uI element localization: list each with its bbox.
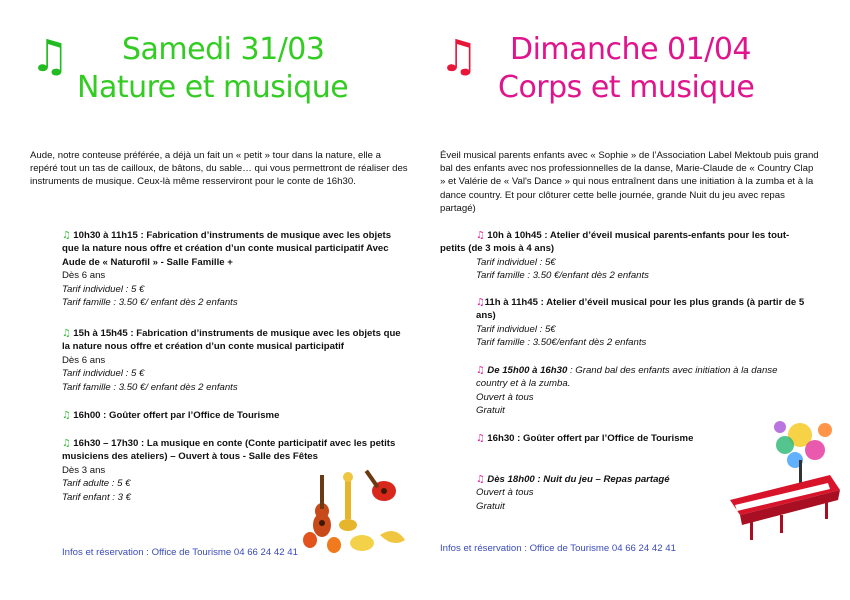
item-access: Ouvert à tous [476, 487, 534, 499]
music-note-icon: ♫ [62, 230, 71, 241]
item-price-individual: Tarif individuel : 5€ [476, 323, 556, 335]
item-price-family: Tarif famille : 3.50€/enfant dès 2 enfants [476, 337, 647, 349]
item-time: 16h30 – 17h30 [73, 438, 139, 449]
music-note-icon: ♫ [439, 31, 479, 82]
sunday-theme-title: Corps et musique [498, 70, 755, 105]
item-heading: 10h30 à 11h15 : Fabrication d’instruments de musique avec les objets que la nature nous offre et création d’un conte musical participatif Avec Aude de « Naturofil » - Salle Famille + [62, 230, 392, 268]
sunday-footer-info: Infos et réservation : Office de Tourisme 04 66 24 42 41 [440, 543, 676, 554]
sunday-date-title: Dimanche 01/04 [510, 32, 752, 67]
music-note-icon: ♫ [62, 410, 71, 421]
item-price-adult: Tarif adulte : 5 € [62, 478, 131, 490]
item-price-child: Tarif enfant : 3 € [62, 491, 131, 503]
item-heading: Dès 18h00 : Nuit du jeu – Repas partagé [487, 474, 670, 485]
musical-instruments-illustration [300, 465, 410, 555]
music-note-icon: ♫ [62, 438, 71, 449]
item-heading: : Grand bal des enfants avec initiation à la danse country et à la zumba. [476, 365, 778, 390]
music-note-icon: ♫ [476, 365, 485, 376]
saturday-theme-title: Nature et musique [77, 70, 349, 105]
saturday-footer-info: Infos et réservation : Office de Tourisme 04 66 24 42 41 [62, 547, 298, 558]
saturday-item-1 [62, 229, 407, 309]
item-price-individual: Tarif individuel : 5 € [62, 283, 145, 295]
item-heading: : La musique en conte (Conte participatif avec les petits musiciens des ateliers) – Ouvert à tous - Salle des Fêtes [62, 438, 396, 463]
sunday-item-1 [440, 229, 800, 283]
music-note-icon: ♫ [62, 328, 71, 339]
music-note-icon: ♫ [30, 31, 70, 82]
music-note-icon: ♫ [476, 433, 485, 444]
sunday-intro: Éveil musical parents enfants avec « Sophie » de l’Association Label Mektoub puis grand bal des enfants avec nos professionnelles de la danse, Marie-Claude de « Country Clap » et Valérie de « Val's Dance » qui nous entraînent dans une initiation à la zumba et à la dance country. Et pour clôturer cette belle journée, grande Nuit du jeu avec repas partagé) [440, 150, 819, 214]
item-heading: 15h à 15h45 : Fabrication d’instruments de musique avec les objets que la nature nous offre et création d’un conte musical participatif [62, 328, 401, 353]
item-price-individual: Tarif individuel : 5 € [62, 368, 145, 380]
saturday-item-2 [62, 327, 407, 394]
sunday-column [425, 0, 850, 600]
item-heading: 16h00 : Goûter offert par l’Office de Tourisme [73, 410, 280, 421]
item-access: Ouvert à tous [476, 391, 534, 403]
music-note-icon: ♫ [476, 297, 485, 308]
item-price-individual: Tarif individuel : 5€ [476, 256, 556, 268]
item-age: Dès 6 ans [62, 270, 106, 282]
item-age: Dès 3 ans [62, 464, 106, 476]
saturday-date-title: Samedi 31/03 [122, 32, 325, 67]
saturday-item-3 [62, 409, 407, 422]
item-price-family: Tarif famille : 3.50 €/ enfant dès 2 enfants [62, 297, 238, 309]
item-time: De 15h00 à 16h30 [487, 365, 568, 376]
colorful-piano-illustration [680, 405, 845, 545]
item-price: Gratuit [476, 405, 505, 417]
music-note-icon: ♫ [476, 230, 485, 241]
item-heading: 16h30 : Goûter offert par l’Office de Tourisme [487, 433, 694, 444]
music-note-icon: ♫ [476, 474, 485, 485]
sunday-item-2 [476, 296, 806, 350]
item-heading: 10h à 10h45 : Atelier d’éveil musical parents-enfants pour les tout-petits (de 3 mois à 4 ans) [440, 230, 790, 255]
saturday-intro: Aude, notre conteuse préférée, a déjà un fait un « petit » tour dans la nature, elle a repéré tout un tas de cailloux, de bâtons, du sable… qui vous permettront de réaliser des instruments de musique. Ceux-là même resserviront pour le conte de 16h30. [30, 150, 408, 188]
item-heading: 11h à 11h45 : Atelier d’éveil musical pour les plus grands (à partir de 5 ans) [476, 297, 805, 322]
item-age: Dès 6 ans [62, 354, 106, 366]
item-price: Gratuit [476, 500, 505, 512]
item-price-family: Tarif famille : 3.50 €/enfant dès 2 enfants [476, 270, 649, 282]
item-price-family: Tarif famille : 3.50 €/ enfant dès 2 enfants [62, 381, 238, 393]
